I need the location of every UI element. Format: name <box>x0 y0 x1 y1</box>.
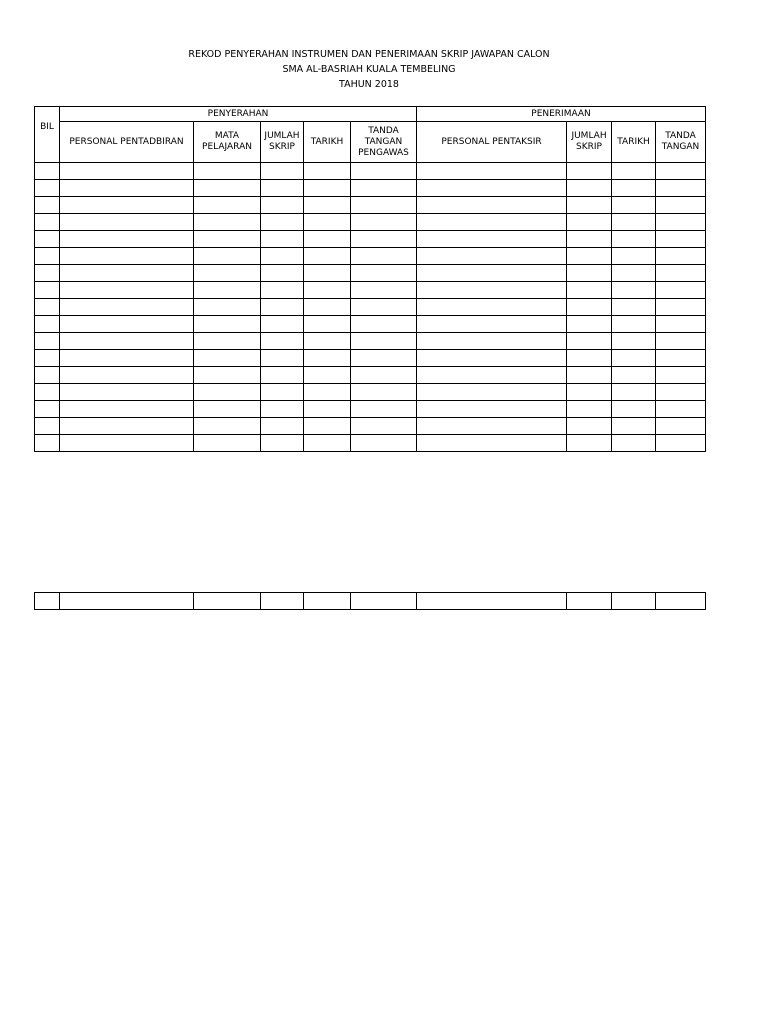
table-cell <box>612 163 656 180</box>
table-cell <box>304 435 351 452</box>
table-cell <box>567 384 612 401</box>
footer-table-body <box>35 593 706 610</box>
table-cell <box>567 333 612 350</box>
table-cell <box>60 163 194 180</box>
table-cell <box>60 231 194 248</box>
header-bil-label: BIL <box>40 122 54 132</box>
table-cell <box>612 316 656 333</box>
table-cell <box>194 197 261 214</box>
table-cell <box>194 418 261 435</box>
table-cell <box>567 197 612 214</box>
header-tanda-tangan-line1: TANDA <box>665 131 696 141</box>
table-cell <box>304 231 351 248</box>
table-cell <box>417 248 567 265</box>
table-cell <box>194 333 261 350</box>
table-cell <box>656 350 706 367</box>
table-row <box>35 197 706 214</box>
table-row <box>35 418 706 435</box>
table-cell <box>567 316 612 333</box>
header-personal-pentaksir: PERSONAL PENTAKSIR <box>417 122 567 163</box>
table-cell <box>304 367 351 384</box>
table-cell <box>567 299 612 316</box>
table-row <box>35 435 706 452</box>
table-row <box>35 333 706 350</box>
table-cell <box>417 316 567 333</box>
table-cell <box>351 197 417 214</box>
header-mata-pelajaran-line2: PELAJARAN <box>202 142 252 152</box>
table-cell <box>656 384 706 401</box>
table-cell <box>612 367 656 384</box>
document-year: TAHUN 2018 <box>339 79 399 90</box>
table-cell <box>304 214 351 231</box>
table-cell <box>194 282 261 299</box>
footer-cell <box>351 593 417 610</box>
table-cell <box>567 418 612 435</box>
header-tanda-tangan-pengawas-line3: PENGAWAS <box>358 147 409 158</box>
table-cell <box>304 418 351 435</box>
footer-cell <box>612 593 656 610</box>
table-cell <box>194 265 261 282</box>
table-cell <box>417 231 567 248</box>
table-cell <box>612 333 656 350</box>
table-cell <box>656 180 706 197</box>
table-cell <box>567 401 612 418</box>
table-header <box>35 107 706 163</box>
table-cell <box>194 163 261 180</box>
table-cell <box>304 384 351 401</box>
table-row <box>35 231 706 248</box>
footer-cell <box>417 593 567 610</box>
table-cell <box>194 299 261 316</box>
table-row <box>35 401 706 418</box>
table-cell <box>351 435 417 452</box>
table-cell <box>261 248 304 265</box>
table-cell <box>35 299 60 316</box>
table-cell <box>60 384 194 401</box>
header-tarikh-1: TARIKH <box>304 122 351 163</box>
header-group-penyerahan: PENYERAHAN <box>60 107 417 122</box>
school-name: SMA AL-BASRIAH KUALA TEMBELING <box>282 64 456 75</box>
table-cell <box>612 418 656 435</box>
table-cell <box>417 350 567 367</box>
header-group-penerimaan: PENERIMAAN <box>417 107 706 122</box>
header-tanda-tangan-pengawas <box>351 122 417 163</box>
table-row <box>35 367 706 384</box>
table-cell <box>656 333 706 350</box>
table-cell <box>304 180 351 197</box>
header-tarikh-2: TARIKH <box>612 122 656 163</box>
table-cell <box>194 350 261 367</box>
table-cell <box>417 282 567 299</box>
table-cell <box>417 401 567 418</box>
table-cell <box>656 231 706 248</box>
table-cell <box>60 282 194 299</box>
table-cell <box>60 214 194 231</box>
table-cell <box>35 367 60 384</box>
table-cell <box>194 248 261 265</box>
table-cell <box>60 435 194 452</box>
table-cell <box>35 401 60 418</box>
table-cell <box>304 299 351 316</box>
table-cell <box>304 401 351 418</box>
footer-cell <box>35 593 60 610</box>
table-cell <box>194 231 261 248</box>
table-cell <box>612 248 656 265</box>
table-cell <box>417 214 567 231</box>
table-cell <box>656 316 706 333</box>
table-cell <box>351 163 417 180</box>
table-cell <box>612 180 656 197</box>
table-cell <box>567 435 612 452</box>
header-jumlah-skrip-1-line2: SKRIP <box>269 142 295 152</box>
table-cell <box>60 350 194 367</box>
table-cell <box>567 163 612 180</box>
table-row <box>35 163 706 180</box>
table-cell <box>194 316 261 333</box>
footer-cell <box>567 593 612 610</box>
table-cell <box>612 435 656 452</box>
table-cell <box>261 265 304 282</box>
table-cell <box>567 248 612 265</box>
table-cell <box>656 248 706 265</box>
header-jumlah-skrip-2 <box>567 122 612 163</box>
document-title-block <box>0 47 738 92</box>
table-cell <box>417 384 567 401</box>
table-cell <box>351 350 417 367</box>
header-mata-pelajaran <box>194 122 261 163</box>
table-cell <box>656 299 706 316</box>
table-cell <box>417 197 567 214</box>
table-cell <box>351 214 417 231</box>
table-cell <box>60 418 194 435</box>
table-cell <box>417 435 567 452</box>
table-row <box>35 265 706 282</box>
table-cell <box>567 367 612 384</box>
header-jumlah-skrip-1-line1: JUMLAH <box>264 131 300 141</box>
table-cell <box>351 248 417 265</box>
table-cell <box>417 163 567 180</box>
table-cell <box>351 265 417 282</box>
table-cell <box>35 248 60 265</box>
table-cell <box>194 384 261 401</box>
table-cell <box>261 384 304 401</box>
table-cell <box>35 197 60 214</box>
table-row <box>35 316 706 333</box>
table-cell <box>304 197 351 214</box>
table-cell <box>351 333 417 350</box>
table-cell <box>417 367 567 384</box>
table-cell <box>417 299 567 316</box>
table-cell <box>656 435 706 452</box>
table-cell <box>35 384 60 401</box>
header-personal-pentadbiran: PERSONAL PENTADBIRAN <box>60 122 194 163</box>
table-cell <box>261 367 304 384</box>
table-cell <box>417 180 567 197</box>
table-cell <box>567 231 612 248</box>
table-cell <box>35 418 60 435</box>
table-cell <box>567 350 612 367</box>
table-cell <box>194 435 261 452</box>
table-cell <box>261 350 304 367</box>
table-cell <box>60 248 194 265</box>
table-cell <box>194 367 261 384</box>
table-cell <box>35 231 60 248</box>
table-row <box>35 299 706 316</box>
table-cell <box>35 435 60 452</box>
table-cell <box>304 163 351 180</box>
table-cell <box>60 197 194 214</box>
table-cell <box>261 333 304 350</box>
table-cell <box>304 265 351 282</box>
header-tanda-tangan-pengawas-line1: TANDA <box>368 125 399 136</box>
header-group-row <box>35 107 706 122</box>
table-cell <box>261 401 304 418</box>
table-cell <box>60 299 194 316</box>
header-tanda-tangan <box>656 122 706 163</box>
table-cell <box>656 401 706 418</box>
table-cell <box>60 333 194 350</box>
table-cell <box>35 316 60 333</box>
footer-cell <box>261 593 304 610</box>
table-row <box>35 384 706 401</box>
table-cell <box>351 299 417 316</box>
table-cell <box>35 265 60 282</box>
table-body <box>35 163 706 452</box>
table-row <box>35 350 706 367</box>
table-cell <box>194 401 261 418</box>
table-cell <box>261 418 304 435</box>
table-cell <box>35 180 60 197</box>
table-cell <box>656 163 706 180</box>
header-jumlah-skrip-2-line2: SKRIP <box>576 142 602 152</box>
table-cell <box>261 214 304 231</box>
table-row <box>35 248 706 265</box>
table-cell <box>417 418 567 435</box>
table-cell <box>417 333 567 350</box>
table-cell <box>351 282 417 299</box>
table-cell <box>351 367 417 384</box>
table-cell <box>656 418 706 435</box>
table-cell <box>612 401 656 418</box>
header-jumlah-skrip-2-line1: JUMLAH <box>571 131 607 141</box>
table-cell <box>612 350 656 367</box>
table-cell <box>194 214 261 231</box>
table-cell <box>60 316 194 333</box>
table-cell <box>261 299 304 316</box>
table-cell <box>304 333 351 350</box>
table-cell <box>261 282 304 299</box>
table-cell <box>656 265 706 282</box>
table-cell <box>656 282 706 299</box>
header-bil <box>35 107 60 163</box>
footer-row <box>35 593 706 610</box>
table-cell <box>60 265 194 282</box>
table-cell <box>351 180 417 197</box>
table-cell <box>351 316 417 333</box>
table-cell <box>612 214 656 231</box>
footer-cell <box>194 593 261 610</box>
table-cell <box>60 401 194 418</box>
table-cell <box>612 231 656 248</box>
table-cell <box>60 367 194 384</box>
table-cell <box>612 384 656 401</box>
record-table <box>34 106 706 452</box>
footer-cell <box>304 593 351 610</box>
table-cell <box>567 282 612 299</box>
table-cell <box>567 214 612 231</box>
table-cell <box>261 435 304 452</box>
table-cell <box>261 180 304 197</box>
table-cell <box>612 197 656 214</box>
table-cell <box>304 316 351 333</box>
table-row <box>35 282 706 299</box>
table-cell <box>35 282 60 299</box>
table-row <box>35 180 706 197</box>
table-cell <box>304 282 351 299</box>
table-row <box>35 214 706 231</box>
table-cell <box>261 231 304 248</box>
document-title: REKOD PENYERAHAN INSTRUMEN DAN PENERIMAAN SKRIP JAWAPAN CALON <box>188 49 550 60</box>
table-cell <box>194 180 261 197</box>
table-cell <box>612 265 656 282</box>
footer-cell <box>656 593 706 610</box>
table-cell <box>612 282 656 299</box>
table-cell <box>304 248 351 265</box>
table-cell <box>351 231 417 248</box>
footer-table <box>34 592 706 610</box>
table-cell <box>612 299 656 316</box>
table-cell <box>656 367 706 384</box>
table-cell <box>567 265 612 282</box>
table-cell <box>35 350 60 367</box>
table-cell <box>60 180 194 197</box>
table-cell <box>567 180 612 197</box>
table-cell <box>35 163 60 180</box>
header-tanda-tangan-line2: TANGAN <box>661 142 700 152</box>
table-cell <box>35 214 60 231</box>
table-cell <box>351 418 417 435</box>
header-jumlah-skrip-1 <box>261 122 304 163</box>
table-cell <box>261 316 304 333</box>
table-cell <box>35 333 60 350</box>
footer-cell <box>60 593 194 610</box>
table-cell <box>656 214 706 231</box>
table-cell <box>261 197 304 214</box>
header-column-row <box>35 122 706 163</box>
table-cell <box>656 197 706 214</box>
table-cell <box>351 384 417 401</box>
table-cell <box>261 163 304 180</box>
table-cell <box>351 401 417 418</box>
table-cell <box>304 350 351 367</box>
table-cell <box>417 265 567 282</box>
header-tanda-tangan-pengawas-line2: TANGAN <box>364 136 403 147</box>
header-mata-pelajaran-line1: MATA <box>214 131 240 141</box>
